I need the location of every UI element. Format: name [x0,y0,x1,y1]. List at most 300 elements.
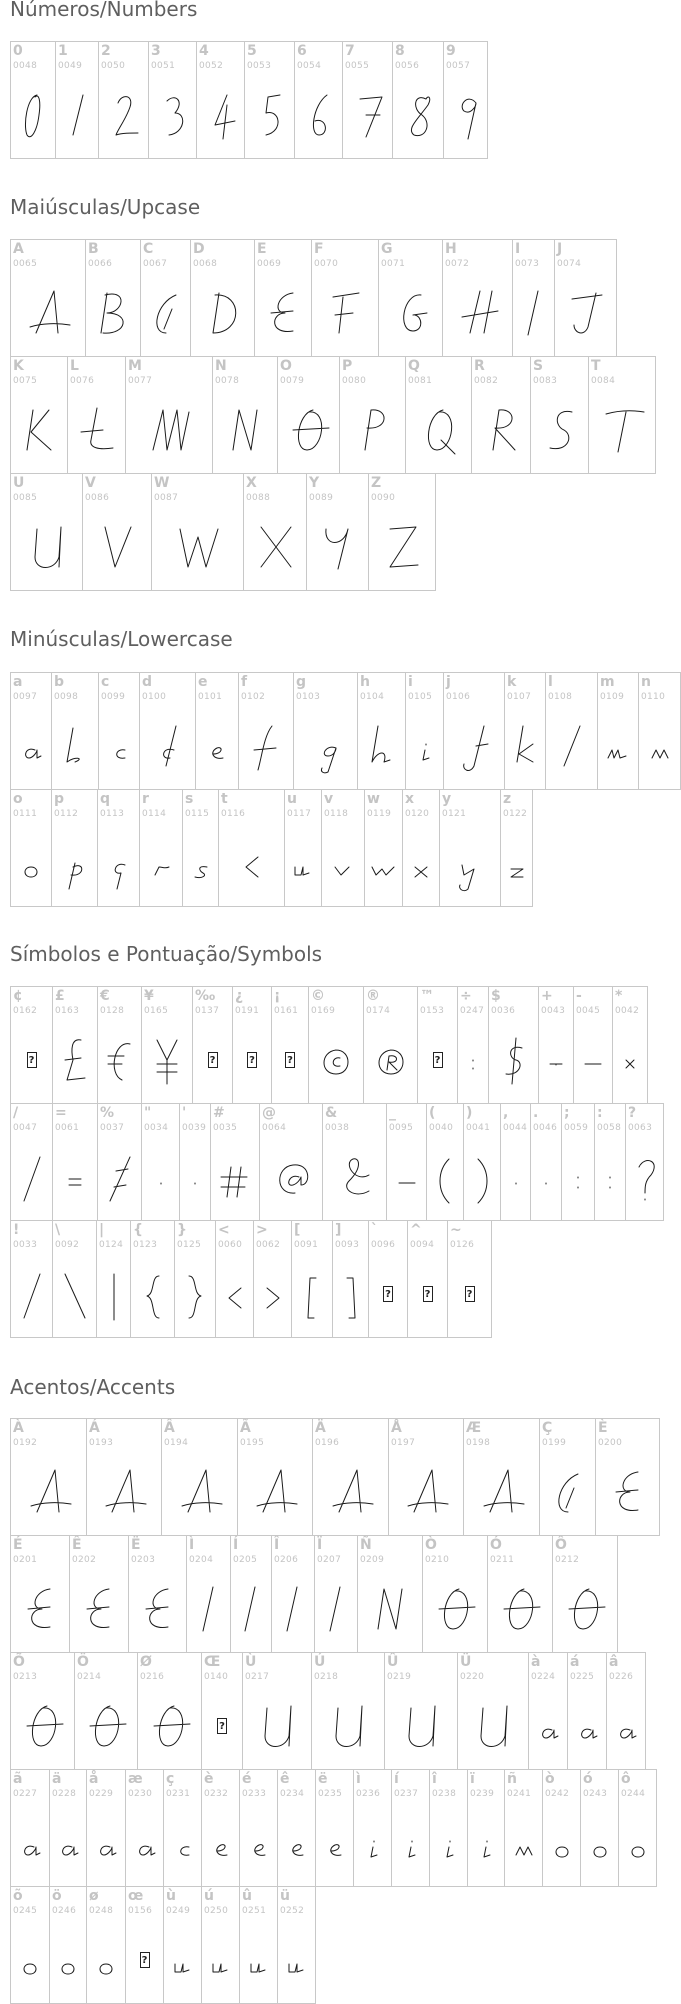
glyph-sample-icon [606,1696,646,1756]
glyph-preview [254,1251,291,1337]
character-code: 0226 [609,1672,634,1682]
character-label: G [381,241,393,257]
glyph-sample-icon [231,1579,271,1639]
character-code: 0218 [314,1672,339,1682]
glyph-sample-icon [239,1930,279,1990]
glyph-preview [489,1017,538,1103]
glyph-preview [443,270,512,356]
glyph-sample-icon [514,283,554,343]
character-cell [580,1769,619,1887]
glyph-preview [11,387,67,473]
character-code: 0092 [55,1240,80,1250]
glyph-sample-icon [104,85,144,145]
glyph-preview [50,1800,86,1886]
glyph-preview [468,1800,504,1886]
character-cell [405,672,444,790]
character-code: 0248 [89,1906,114,1916]
character-code: 0212 [555,1555,580,1565]
character-code: 0079 [280,376,305,386]
character-cell [471,356,531,474]
character-label: ì [356,1771,361,1787]
character-label: n [641,674,651,690]
character-label: R [474,358,485,374]
character-label: Z [371,475,382,491]
glyph-sample-icon [482,1462,522,1522]
character-cell [174,1220,216,1338]
missing-glyph-box-icon: ? [285,1052,295,1068]
character-label: O [280,358,292,374]
character-label: p [54,791,65,807]
character-code: 0112 [54,809,79,819]
glyph-sample-icon [146,283,186,343]
glyph-preview [53,1251,96,1337]
glyph-preview [216,1251,253,1337]
character-code: 0237 [394,1789,419,1799]
glyph-sample-icon [625,1147,665,1207]
glyph-sample-icon [273,1579,313,1639]
character-label: ; [564,1105,570,1121]
glyph-preview [444,72,487,158]
glyph-sample-icon [405,716,445,776]
character-cell [504,1769,543,1887]
character-label: Ò [425,1537,437,1553]
character-code: 0054 [297,61,322,71]
glyph-preview [488,1566,552,1652]
character-label: Õ [13,1654,25,1670]
glyph-preview [312,270,378,356]
character-cell [306,473,369,591]
character-label: Ö [77,1654,89,1670]
character-code: 0109 [600,692,625,702]
character-label: m [600,674,615,690]
character-code: 0214 [77,1672,102,1682]
glyph-sample-icon [239,1813,279,1873]
glyph-sample-icon [446,85,486,145]
glyph-preview [278,1800,315,1886]
character-code: 0162 [13,1006,38,1016]
character-code: 0249 [166,1906,191,1916]
glyph-preview [392,1800,429,1886]
character-cell [488,986,539,1104]
glyph-preview [87,1800,125,1886]
character-code: 0075 [13,376,38,386]
character-cell [293,672,358,790]
character-code: 0242 [545,1789,570,1799]
character-code: 0105 [408,692,433,702]
character-code: 0209 [360,1555,385,1565]
character-label: D [193,241,205,257]
glyph-sample-icon [316,1030,356,1090]
character-grid-row [10,986,647,1104]
character-code: 0060 [218,1240,243,1250]
missing-glyph-box-icon: ? [465,1286,475,1302]
character-code: 0191 [235,1006,260,1016]
glyph-preview [272,1017,308,1103]
glyph-preview [343,72,392,158]
character-code: 0036 [491,1006,516,1016]
character-cell [512,239,555,357]
glyph-preview [196,703,238,789]
character-code: 0199 [542,1438,567,1448]
character-label: F [314,241,324,257]
character-label: ® [366,988,380,1004]
glyph-preview [11,1134,52,1220]
glyph-preview [149,72,196,158]
character-cell [357,1535,423,1653]
character-cell [10,1886,50,2004]
character-label: ë [318,1771,328,1787]
glyph-preview [369,1251,407,1337]
character-label: ø [89,1888,99,1904]
glyph-sample-icon [398,85,438,145]
character-label: È [598,1420,608,1436]
glyph-sample-icon [618,1813,658,1873]
character-cell [10,789,52,907]
character-cell [10,1103,53,1221]
glyph-preview [294,703,357,789]
character-label: Ì [189,1537,195,1553]
character-cell [378,239,443,357]
character-label: ) [466,1105,473,1121]
glyph-preview [11,1683,74,1769]
glyph-preview [555,270,616,356]
character-code: 0126 [450,1240,475,1250]
glyph-sample-icon [203,283,243,343]
character-label: [ [294,1222,301,1238]
character-label: ¥ [144,988,154,1004]
character-label: 2 [101,43,111,59]
character-grid-row [10,672,680,790]
glyph-preview [52,820,97,906]
character-cell [407,1220,448,1338]
glyph-preview [11,270,85,356]
missing-glyph-box-icon: ? [217,1718,227,1734]
character-code: 0067 [143,259,168,269]
glyph-preview [272,1566,314,1652]
glyph-preview [408,1251,447,1337]
character-label: å [89,1771,99,1787]
character-cell [618,1769,657,1887]
character-cell [10,986,53,1104]
character-label: 8 [395,43,405,59]
glyph-sample-icon [255,517,295,577]
character-code: 0037 [100,1123,125,1133]
character-code: 0194 [164,1438,189,1448]
glyph-sample-icon [48,1930,88,1990]
character-code: 0225 [570,1672,595,1682]
section-title-symbols: Símbolos e Pontuação/Symbols [10,942,323,966]
character-code: 0110 [641,692,666,702]
character-label: z [503,791,512,807]
character-cell [277,1886,316,2004]
character-label: 3 [151,43,161,59]
character-label: I [515,241,521,257]
glyph-sample-icon [163,1813,203,1873]
character-cell [239,1886,278,2004]
character-cell [545,672,598,790]
character-cell [201,1652,243,1770]
character-code: 0243 [583,1789,608,1799]
glyph-sample-icon [325,283,365,343]
glyph-sample-icon [86,1696,126,1756]
character-cell [606,1652,646,1770]
glyph-preview [11,72,55,158]
glyph-sample-icon [163,1930,203,1990]
character-label: y [442,791,452,807]
character-label: 4 [199,43,209,59]
glyph-preview [202,1800,239,1886]
character-code: 0090 [371,493,396,503]
character-cell [594,1103,626,1221]
glyph-preview [211,1134,259,1220]
character-label: $ [491,988,501,1004]
glyph-preview [142,1134,179,1220]
character-code: 0156 [128,1906,153,1916]
character-code: 0229 [89,1789,114,1799]
glyph-preview [11,820,51,906]
character-label: 7 [345,43,355,59]
character-label: ( [429,1105,436,1121]
glyph-preview [239,703,293,789]
glyph-preview [180,1134,210,1220]
glyph-sample-icon [331,1462,371,1522]
character-label: : [597,1105,603,1121]
character-code: 0252 [280,1906,305,1916]
character-cell [52,1220,97,1338]
glyph-preview [440,820,500,906]
glyph-preview [75,1683,137,1769]
character-label: À [13,1420,24,1436]
character-code: 0038 [325,1123,350,1133]
character-code: 0073 [515,259,540,269]
character-code: 0111 [13,809,38,819]
character-cell [259,1103,323,1221]
glyph-preview [197,72,244,158]
glyph-preview [126,1917,163,2003]
character-label: Ç [542,1420,553,1436]
glyph-sample-icon [57,85,97,145]
character-cell [210,1103,260,1221]
character-label: 6 [297,43,307,59]
character-label: o [13,791,23,807]
glyph-sample-icon [138,1579,178,1639]
character-code: 0137 [195,1006,220,1016]
character-code: 0224 [531,1672,556,1682]
character-cell [402,789,440,907]
glyph-preview [427,1134,463,1220]
character-code: 0174 [366,1006,391,1016]
character-cell [467,1769,505,1887]
glyph-preview [607,1683,645,1769]
character-cell [315,1769,354,1887]
character-cell [10,473,83,591]
character-cell [51,672,99,790]
character-label: / [13,1105,19,1121]
character-cell [232,986,272,1104]
missing-glyph-box-icon: ? [423,1286,433,1302]
glyph-sample-icon [29,1462,69,1522]
character-code: 0033 [13,1240,38,1250]
glyph-sample-icon [391,283,431,343]
character-cell [137,1652,202,1770]
character-code: 0116 [221,809,246,819]
character-label: " [144,1105,152,1121]
character-cell [242,1652,312,1770]
character-label: ! [13,1222,20,1238]
glyph-sample-icon [79,1579,119,1639]
character-label: = [55,1105,67,1121]
character-code: 0094 [410,1240,435,1250]
glyph-preview [444,703,504,789]
character-cell [130,1220,175,1338]
character-cell [386,1103,427,1221]
character-cell [212,356,278,474]
character-label: Â [164,1420,175,1436]
glyph-sample-icon [364,833,404,893]
character-code: 0044 [503,1123,528,1133]
character-label: Q [408,358,420,374]
glyph-sample-icon [528,1696,568,1756]
character-label: > [256,1222,268,1238]
glyph-sample-icon [425,1147,465,1207]
character-code: 0049 [58,61,83,71]
glyph-sample-icon [215,1147,255,1207]
glyph-sample-icon [401,1696,441,1756]
glyph-preview [639,703,680,789]
character-cell [148,41,197,159]
glyph-sample-icon [175,1264,215,1324]
glyph-preview [11,1251,52,1337]
glyph-sample-icon [55,1030,95,1090]
character-code: 0101 [198,692,223,702]
character-cell [51,789,98,907]
character-cell [10,1220,53,1338]
character-code: 0081 [408,376,433,386]
character-label: \ [55,1222,61,1238]
glyph-sample-icon [289,400,329,460]
character-code: 0198 [466,1438,491,1448]
character-code: 0093 [335,1240,360,1250]
character-code: 0202 [72,1555,97,1565]
glyph-sample-icon [458,283,498,343]
character-label: X [246,475,257,491]
character-label: U [13,475,25,491]
character-label: ¢ [13,988,23,1004]
glyph-sample-icon [55,1264,95,1324]
character-cell [97,986,142,1104]
character-code: 0207 [317,1555,342,1565]
character-label: 1 [58,43,68,59]
glyph-sample-icon [318,517,358,577]
glyph-sample-icon [255,1462,295,1522]
character-label: ä [52,1771,62,1787]
glyph-preview [152,504,243,590]
character-label: Y [309,475,320,491]
character-label: P [342,358,353,374]
glyph-sample-icon [86,1930,126,1990]
character-cell [10,239,86,357]
glyph-preview [307,504,368,590]
character-cell [230,1535,272,1653]
character-code: 0197 [391,1438,416,1448]
character-grid-row [10,1652,645,1770]
section-title-upcase: Maiúsculas/Upcase [10,195,201,219]
glyph-preview [126,1800,163,1886]
character-cell [391,1769,430,1887]
character-label: Ù [245,1654,257,1670]
character-code: 0233 [242,1789,267,1799]
glyph-preview [140,703,195,789]
glyph-preview [98,1134,141,1220]
character-cell [332,1220,369,1338]
character-code: 0204 [189,1555,214,1565]
glyph-preview [389,1449,463,1535]
glyph-sample-icon [100,1147,140,1207]
character-cell [528,1652,568,1770]
character-cell [612,986,648,1104]
character-code: 0246 [52,1906,77,1916]
character-code: 0153 [420,1006,445,1016]
glyph-preview [245,72,294,158]
character-cell [311,239,379,357]
glyph-preview [568,1683,606,1769]
glyph-sample-icon [283,833,323,893]
character-code: 0239 [470,1789,495,1799]
glyph-sample-icon [473,1696,513,1756]
glyph-preview [11,1800,49,1886]
character-label: V [85,475,96,491]
character-code: 0083 [533,376,558,386]
glyph-preview [365,820,402,906]
character-cell [457,986,489,1104]
character-label: Ô [555,1537,567,1553]
character-code: 0107 [507,692,532,702]
glyph-sample-icon [450,833,490,893]
character-label: Æ [466,1420,482,1436]
character-code: 0220 [460,1672,485,1682]
character-label: v [324,791,334,807]
character-code: 0061 [55,1123,80,1133]
character-cell [322,1103,387,1221]
character-code: 0140 [204,1672,229,1682]
character-label: ™ [420,988,434,1004]
glyph-sample-icon [602,400,642,460]
character-code: 0065 [13,259,38,269]
glyph-preview [99,703,139,789]
character-label: û [242,1888,252,1904]
character-cell [595,1418,660,1536]
character-label: ÷ [460,988,472,1004]
glyph-sample-icon [141,833,181,893]
glyph-preview [531,1134,561,1220]
character-label: g [296,674,307,690]
character-cell [311,1652,385,1770]
character-code: 0041 [466,1123,491,1133]
glyph-sample-icon [505,716,545,776]
glyph-preview [626,1134,663,1220]
character-cell [97,789,140,907]
character-cell [139,789,183,907]
glyph-preview [162,1449,237,1535]
glyph-sample-icon [147,1030,187,1090]
character-label: C [143,241,154,257]
character-label: @ [262,1105,276,1121]
glyph-sample-icon [10,1930,50,1990]
glyph-sample-icon [566,283,606,343]
character-code: 0192 [13,1438,38,1448]
glyph-preview [202,1917,239,2003]
missing-glyph-box-icon: ? [208,1052,218,1068]
